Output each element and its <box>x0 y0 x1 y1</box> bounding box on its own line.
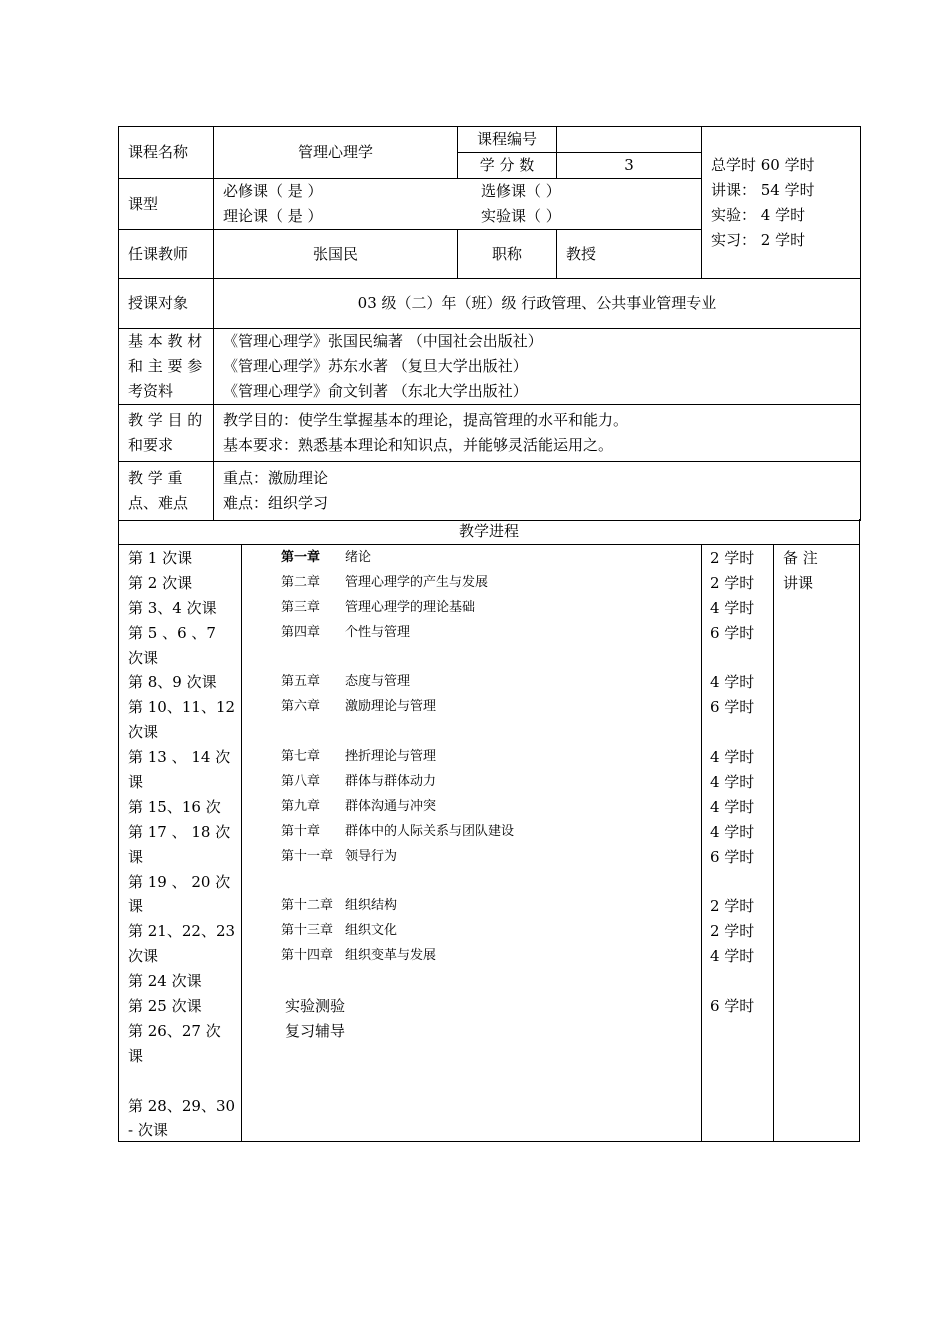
session-row: 第 2 次课 <box>128 573 193 592</box>
chapter-title: 绪论 <box>345 550 372 565</box>
chapter-row <box>281 1019 701 1044</box>
course-code-value <box>557 127 702 153</box>
activity-title: 复习辅导 <box>285 1021 346 1040</box>
session-row: 第 5 、6 、7 <box>128 623 216 642</box>
material-item: 《管理心理学》张国民编著 （中国社会出版社） <box>223 332 543 350</box>
session-row: 课 <box>128 773 144 792</box>
title-label: 职称 <box>458 230 557 279</box>
sessions-column <box>128 546 236 1143</box>
chapter-title: 群体沟通与冲突 <box>345 798 437 814</box>
difficult-point: 难点：组织学习 <box>223 494 329 512</box>
chapter-row <box>281 994 701 1019</box>
chapter-title: 组织文化 <box>345 923 398 939</box>
key-points-text <box>214 462 861 521</box>
chapters-column <box>281 546 701 1044</box>
hours-row: 4 学时 <box>710 822 755 841</box>
credits-label: 学 分 数 <box>458 153 557 179</box>
hours-row: 6 学时 <box>710 698 755 717</box>
chapter-number: 第一章 <box>281 550 321 565</box>
hours-row: 2 学时 <box>710 897 755 916</box>
chapter-row <box>281 695 701 720</box>
chapter-row <box>281 670 701 695</box>
chapter-row <box>281 596 701 621</box>
hours-row: 6 学时 <box>710 847 755 866</box>
note-label: 备 注 <box>783 549 818 567</box>
chapter-row <box>281 845 701 870</box>
key-points-label <box>119 462 214 521</box>
session-row: 第 13 、 14 次 <box>128 748 231 767</box>
hours-row: 4 学时 <box>710 673 755 692</box>
session-row: 第 8、9 次课 <box>128 673 217 692</box>
chapter-row <box>281 944 701 969</box>
hours-row: 4 学时 <box>710 947 755 966</box>
chapter-number: 第九章 <box>281 798 321 814</box>
audience-value: 03 级（二）年（班）级 行政管理、公共事业管理专业 <box>214 279 861 329</box>
key-label-line: 教 学 重 <box>128 469 183 487</box>
activity-title: 实验测验 <box>285 997 346 1016</box>
material-item: 《管理心理学》俞文钊著 （东北大学出版社） <box>223 382 528 400</box>
course-code-label: 课程编号 <box>458 127 557 153</box>
hours-row: 4 学时 <box>710 748 755 767</box>
hours-column <box>710 546 770 1019</box>
hours-row <box>710 720 770 745</box>
teacher-value: 张国民 <box>214 230 458 279</box>
goals-label-line: 和要求 <box>128 436 174 454</box>
session-row: 第 25 次课 <box>128 997 202 1016</box>
materials-list <box>214 329 861 405</box>
session-row: 第 3、4 次课 <box>128 598 217 617</box>
chapter-title: 组织结构 <box>345 898 398 914</box>
chapter-title: 个性与管理 <box>345 624 411 640</box>
audience-label: 授课对象 <box>119 279 214 329</box>
chapter-number: 第四章 <box>281 624 321 640</box>
hours-row: 6 学时 <box>710 997 755 1016</box>
session-row: 第 1 次课 <box>128 549 193 567</box>
hours-row: 4 学时 <box>710 797 755 816</box>
session-row: 次课 <box>128 648 159 667</box>
chapter-title: 群体与群体动力 <box>345 774 437 790</box>
goals-label-line: 教 学 目 的 <box>128 411 203 429</box>
goal-item: 教学目的：使学生掌握基本的理论，提高管理的水平和能力。 <box>223 411 629 429</box>
chapter-row <box>281 894 701 919</box>
session-row: 第 17 、 18 次 <box>128 822 231 841</box>
schedule-table <box>118 519 860 1142</box>
required-course: 必修课（ 是 ） <box>223 182 323 200</box>
course-type-options <box>214 179 702 230</box>
chapter-title: 态度与管理 <box>345 674 411 690</box>
hours-summary <box>702 127 861 279</box>
chapter-row <box>281 969 701 994</box>
materials-label-line: 和 主 要 参 <box>128 357 203 375</box>
hours-row <box>710 969 770 994</box>
theory-course: 理论课（ 是 ） <box>223 207 323 225</box>
chapter-title: 管理心理学的理论基础 <box>345 599 476 615</box>
session-row: 第 26、27 次 <box>128 1021 221 1040</box>
chapter-title: 挫折理论与管理 <box>345 749 437 765</box>
chapter-row <box>281 919 701 944</box>
key-label-line: 点、难点 <box>128 494 189 512</box>
course-name-value: 管理心理学 <box>214 127 458 179</box>
session-row <box>128 1069 236 1094</box>
materials-label-line: 基 本 教 材 <box>128 332 203 350</box>
chapter-title: 管理心理学的产生与发展 <box>345 574 489 590</box>
practice-hours: 实习： 2 学时 <box>711 231 806 249</box>
session-row: 第 24 次课 <box>128 972 202 991</box>
chapter-row <box>281 745 701 770</box>
lab-hours: 实验： 4 学时 <box>711 206 806 224</box>
divider <box>773 545 774 1141</box>
hours-row: 2 学时 <box>710 922 755 941</box>
hours-row: 6 学时 <box>710 623 755 642</box>
chapter-number: 第十二章 <box>281 898 334 914</box>
lecture-hours: 讲课： 54 学时 <box>711 181 815 199</box>
hours-row: 4 学时 <box>710 598 755 617</box>
material-item: 《管理心理学》苏东水著 （复旦大学出版社） <box>223 357 528 375</box>
note-value: 讲课 <box>783 573 814 592</box>
divider <box>701 545 702 1141</box>
chapter-number: 第二章 <box>281 574 321 590</box>
credits-value: 3 <box>557 153 702 179</box>
materials-label <box>119 329 214 405</box>
chapter-number: 第十三章 <box>281 923 334 939</box>
goal-item: 基本要求：熟悉基本理论和知识点，并能够灵活能运用之。 <box>223 436 614 454</box>
chapter-row <box>281 546 701 571</box>
elective-course: 选修课（ ） <box>481 182 561 200</box>
key-point: 重点：激励理论 <box>223 469 329 487</box>
chapter-number: 第十四章 <box>281 948 334 964</box>
lab-course: 实验课（ ） <box>481 207 561 225</box>
notes-column <box>783 546 853 596</box>
course-info-table <box>118 126 861 521</box>
chapter-row <box>281 770 701 795</box>
chapter-row <box>281 571 701 596</box>
chapter-row <box>281 820 701 845</box>
total-hours: 总学时 60 学时 <box>711 156 815 174</box>
chapter-number: 第五章 <box>281 674 321 690</box>
hours-row: 2 学时 <box>710 573 755 592</box>
chapter-row <box>281 621 701 646</box>
chapter-number: 第六章 <box>281 699 321 715</box>
materials-label-line: 考资料 <box>128 382 174 400</box>
chapter-title: 群体中的人际关系与团队建设 <box>345 823 515 839</box>
chapter-title: 激励理论与管理 <box>345 699 437 715</box>
chapter-title: 组织变革与发展 <box>345 948 437 964</box>
session-row: 课 <box>128 1046 144 1065</box>
session-row: 第 21、22、23 <box>128 922 236 941</box>
course-name-label: 课程名称 <box>119 127 214 179</box>
chapter-row <box>281 646 701 671</box>
session-row: 课 <box>128 847 144 866</box>
chapter-number: 第三章 <box>281 599 321 615</box>
session-row: 第 19 、 20 次 <box>128 872 231 891</box>
hours-row <box>710 646 770 671</box>
goals-label <box>119 405 214 462</box>
chapter-row <box>281 720 701 745</box>
hours-row <box>710 870 770 895</box>
session-row: - 次课 <box>128 1121 168 1140</box>
schedule-header: 教学进程 <box>119 519 859 545</box>
hours-row: 4 学时 <box>710 773 755 792</box>
session-row: 次课 <box>128 947 159 966</box>
chapter-number: 第七章 <box>281 749 321 765</box>
goals-text <box>214 405 861 462</box>
hours-row: 2 学时 <box>710 549 755 567</box>
course-type-label: 课型 <box>119 179 214 230</box>
session-row: 第 10、11、12 <box>128 698 236 717</box>
title-value: 教授 <box>557 230 702 279</box>
chapter-title: 领导行为 <box>345 848 398 864</box>
session-row: 课 <box>128 897 144 916</box>
session-row: 第 15、16 次 <box>128 797 221 816</box>
divider <box>241 545 242 1141</box>
chapter-number: 第八章 <box>281 774 321 790</box>
chapter-number: 第十章 <box>281 823 321 839</box>
chapter-row <box>281 795 701 820</box>
chapter-row <box>281 870 701 895</box>
session-row: 第 28、29、30 <box>128 1096 236 1115</box>
session-row: 次课 <box>128 723 159 742</box>
chapter-number: 第十一章 <box>281 848 334 864</box>
teacher-label: 任课教师 <box>119 230 214 279</box>
